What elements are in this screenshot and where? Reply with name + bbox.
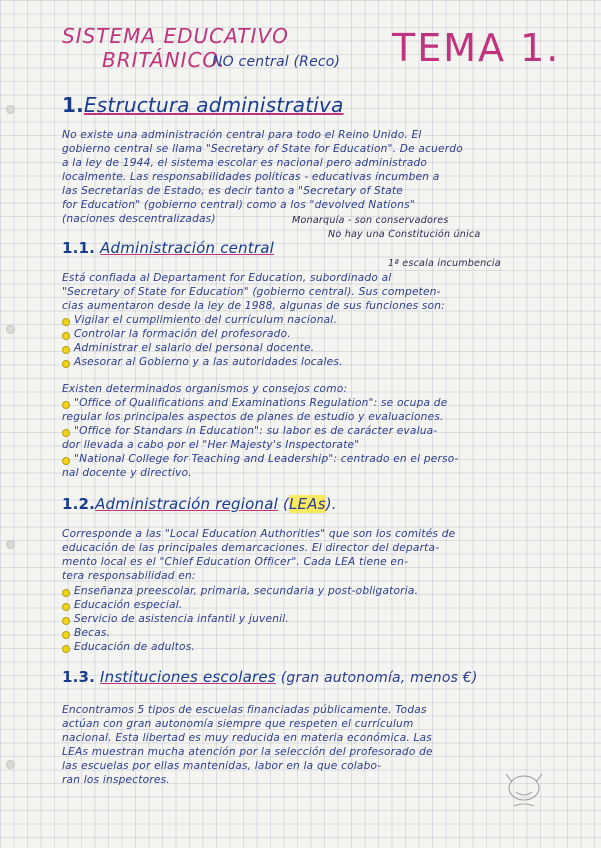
section1-note-monarchy: Monarquía - son conservadores	[292, 215, 449, 226]
section1-note-constitution: No hay una Constitución única	[328, 229, 481, 240]
section1-line: for Education" (gobierno central) como a los "devolved Nations"	[62, 199, 415, 211]
section1-line: a la ley de 1944, el sistema escolar es nacional pero administrado	[62, 157, 428, 169]
section12-number: 1.2.	[62, 495, 96, 513]
bullet-marker	[62, 603, 70, 611]
section1-heading	[62, 93, 344, 117]
bullet-marker	[62, 617, 70, 625]
section11-organism: "Office for Standars in Education": su labor es de carácter evalua-	[74, 425, 438, 437]
section13-number: 1.3.	[62, 668, 96, 686]
bullet-marker	[62, 360, 70, 368]
doodle-stamp-icon	[500, 768, 548, 812]
section12-title: Administración regional	[95, 495, 278, 513]
section11-number: 1.1.	[62, 239, 96, 257]
section12-bullet: Educación especial.	[74, 599, 183, 611]
section12-heading: 1.2.Administración regional (LEAs).	[62, 495, 337, 513]
section1-line: localmente. Las responsabilidades políticas - educativas incumben a	[62, 171, 440, 183]
section12-leas: LEAs	[289, 495, 326, 513]
section11-side-note: 1ª escala incumbencia	[388, 258, 501, 269]
section1-line: (naciones descentralizadas)	[62, 213, 216, 225]
bullet-marker	[62, 645, 70, 653]
bullet-marker	[62, 332, 70, 340]
section11-organism-cont: nal docente y directivo.	[62, 467, 192, 479]
bullet-marker	[62, 631, 70, 639]
section12-bullet: Servicio de asistencia infantil y juvenil.	[74, 613, 289, 625]
section11-line: cias aumentaron desde la ley de 1988, algunas de sus funciones son:	[62, 300, 445, 312]
section11-line: Está confiada al Departament for Education, subordinado al	[62, 272, 392, 284]
section11-organism-cont: regular los principales aspectos de planes de estudio y evaluaciones.	[62, 411, 444, 423]
section11-intro2: Existen determinados organismos y consejos como:	[62, 383, 348, 395]
bullet-marker	[62, 346, 70, 354]
section11-organism-cont: dor llevada a cabo por el "Her Majesty's Inspectorate"	[62, 439, 360, 451]
section13-title: Instituciones escolares	[100, 668, 276, 686]
bullet-marker	[62, 457, 70, 465]
section12-line: Corresponde a las "Local Education Authorities" que son los comités de	[62, 528, 456, 540]
header-title-line2: BRITÁNICO.	[102, 48, 226, 72]
section1-line: las Secretarías de Estado, es decir tanto a "Secretary of State	[62, 185, 404, 197]
section12-line: tera responsabilidad en:	[62, 570, 196, 582]
section11-bullet: Controlar la formación del profesorado.	[74, 328, 291, 340]
section11-organism: "Office of Qualifications and Examinations Regulation": se ocupa de	[74, 397, 448, 409]
section11-title: Administración central	[100, 239, 274, 257]
section11-bullet: Asesorar al Gobierno y a las autoridades locales.	[74, 356, 343, 368]
section13-line: LEAs muestran mucha atención por la selección del profesorado de	[62, 746, 433, 758]
punch-hole	[6, 105, 15, 114]
section11-bullet: Vigilar el cumplimiento del currículum nacional.	[74, 314, 338, 326]
section12-bullet: Enseñanza preescolar, primaria, secundaria y post-obligatoria.	[74, 585, 419, 597]
section11-bullet: Administrar el salario del personal docente.	[74, 342, 315, 354]
section12-line: educación de las principales demarcaciones. El director del departa-	[62, 542, 440, 554]
header-title-line1: SISTEMA EDUCATIVO	[62, 24, 289, 48]
section13-line: Encontramos 5 tipos de escuelas financiadas públicamente. Todas	[62, 704, 427, 716]
bullet-marker	[62, 589, 70, 597]
header-note: NO central (Reco)	[212, 54, 341, 70]
section11-heading	[62, 239, 274, 257]
section1-line: gobierno central se llama "Secretary of State for Education". De acuerdo	[62, 143, 463, 155]
section13-line: nacional. Esta libertad es muy reducida en materia económica. Las	[62, 732, 433, 744]
punch-hole	[6, 760, 15, 769]
section13-line: las escuelas por ellas mantenidas, labor en la que colabo-	[62, 760, 382, 772]
section1-number: 1.	[62, 93, 84, 117]
section12-bullet: Educación de adultos.	[74, 641, 195, 653]
header-tema: TEMA 1.	[392, 26, 561, 70]
section1-title: Estructura administrativa	[83, 93, 344, 117]
section12-bullet: Becas.	[74, 627, 111, 639]
section13-line: actúan con gran autonomía siempre que respeten el currículum	[62, 718, 414, 730]
bullet-marker	[62, 318, 70, 326]
section13-heading	[62, 668, 478, 686]
section11-line: "Secretary of State for Education" (gobierno central). Sus competen-	[62, 286, 441, 298]
section12-line: mento local es el "Chief Education Officer". Cada LEA tiene en-	[62, 556, 409, 568]
punch-hole	[6, 540, 15, 549]
bullet-marker	[62, 429, 70, 437]
punch-hole	[6, 325, 15, 334]
bullet-marker	[62, 401, 70, 409]
section13-subtitle: (gran autonomía, menos €)	[280, 670, 478, 686]
section11-organism: "National College for Teaching and Leadership": centrado en el perso-	[74, 453, 459, 465]
section1-line: No existe una administración central para todo el Reino Unido. El	[62, 129, 422, 141]
section13-line: ran los inspectores.	[62, 774, 170, 786]
